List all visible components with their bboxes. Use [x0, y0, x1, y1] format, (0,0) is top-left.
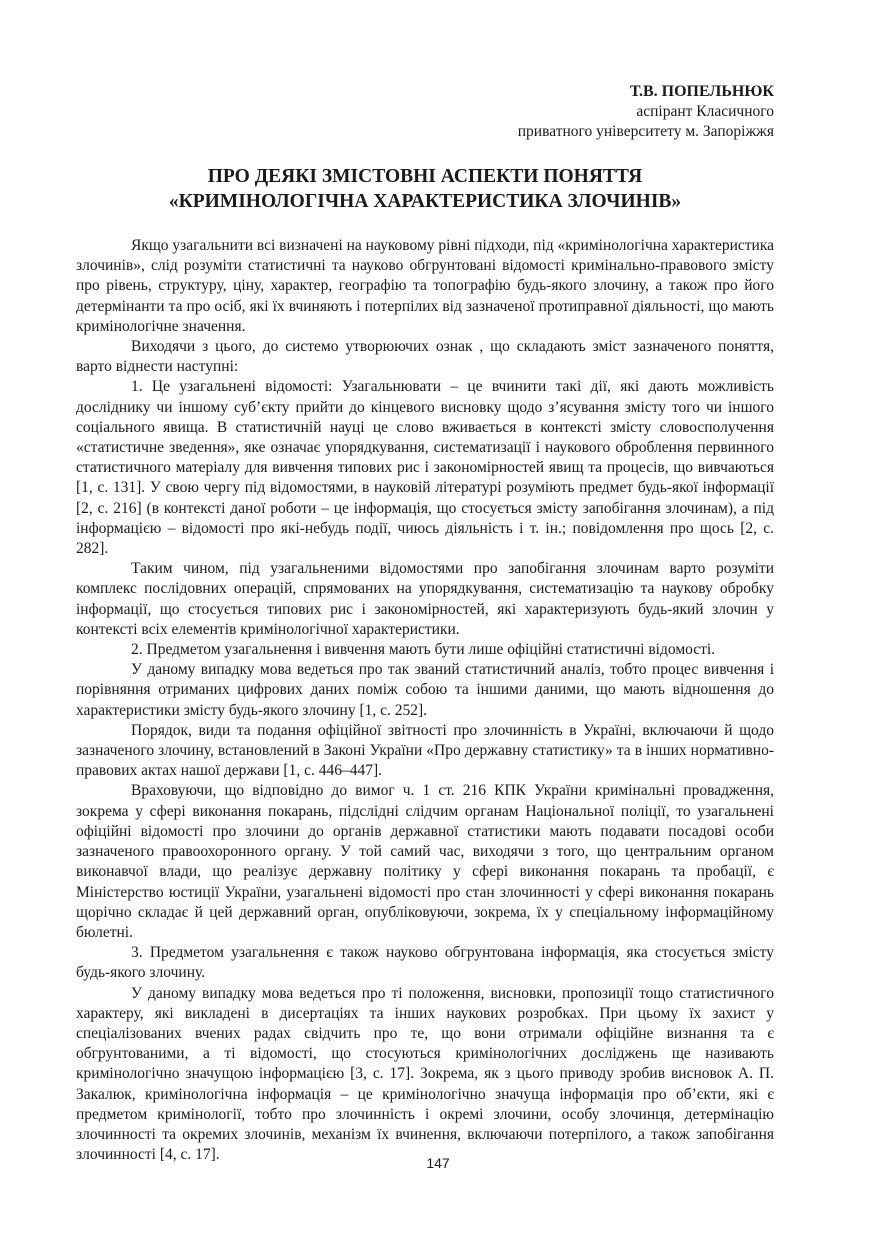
paragraph: Якщо узагальнити всі визначені на науковому рівні підходи, під «кримінологічна характеристика злочинів», слід розуміти статистичні та науково обгрунтовані відомості кримінально-правового змісту про рівень, структуру, ціну, характер, географію та топографію будь-якого злочину, а також про його детермінанти та про осіб, які їх вчиняють і потерпілих від зазначеної протиправної діяльності, що мають кримінологічне значення. — [76, 237, 774, 335]
title-line-1: ПРО ДЕЯКІ ЗМІСТОВНІ АСПЕКТИ ПОНЯТТЯ — [207, 166, 643, 187]
paragraph: У даному випадку мова ведеться про так званий статистичний аналіз, тобто процес вивчення і порівняння отриманих цифрових даних поміж собою та іншими даними, що мають відношення до характеристики змісту будь-якого злочину [1, с. 252]. — [76, 661, 774, 719]
title-line-2: «КРИМІНОЛОГІЧНА ХАРАКТЕРИСТИКА ЗЛОЧИНІВ» — [168, 191, 682, 212]
article-title — [76, 164, 774, 214]
paragraph: 2. Предметом узагальнення і вивчення мають бути лише офіційні статистичні відомості. — [131, 641, 716, 659]
page-number: 147 — [426, 1155, 450, 1171]
paragraph: Враховуючи, що відповідно до вимог ч. 1 ст. 216 КПК України кримінальні провадження, зокрема у сфері виконання покарань, підслідні слідчим органам Національної поліції, то узагальнені офіційні відомості про злочини до органів державної статистики мають подавати посадові особи зазначеного правоохоронного органу. У той самий час, виходячи з того, що центральним органом виконавчої влади, що реалізує державну політику у сфері виконання покарань та пробації, є Міністерство юстиції України, узагальнені відомості про стан злочинності у сфері виконання покарань щорічно складає й цей державний орган, опубліковуючи, зокрема, їх у спеціальному інформаційному бюлетні. — [76, 782, 774, 941]
paragraph: Виходячи з цього, до системо утворюючих ознак , що складають зміст зазначеного поняття, варто віднести наступні: — [76, 338, 774, 376]
author-block — [76, 82, 774, 142]
paragraph: У даному випадку мова ведеться про ті положення, висновки, пропозиції тощо статистичного характеру, які викладені в дисертаціях та інших наукових розробках. При цьому їх захист у спеціалізованих вчених радах свідчить про те, що вони отримали офіційне визнання та є обгрунтованими, а ті відомості, що стосуються кримінологічних досліджень ще називають кримінологічно значущою інформацією [3, с. 17]. Зокрема, як з цього приводу зробив висновок А. П. Закалюк, кримінологічна інформація – це кримінологічно значуща інформація про об’єкти, які є предметом кримінології, тобто про злочинність і окремі злочини, особу злочинця, детермінацію злочинності та окремих злочинів, механізм їх вчинення, включаючи потерпілого, а також запобігання злочинності [4, с. 17]. — [76, 984, 774, 1164]
article-body — [76, 236, 774, 1165]
page-content — [76, 82, 774, 1165]
paragraph: 3. Предметом узагальнення є також науково обгрунтована інформація, яка стосується змісту будь-якого злочину. — [76, 944, 774, 982]
paragraph: 1. Це узагальнені відомості: Узагальнювати – це вчинити такі дії, які дають можливість досліднику чи іншому суб’єкту прийти до кінцевого висновку щодо з’ясування змісту того чи іншого соціального явища. В статистичній науці це слово вживається в контексті змісту словосполучення «статистичне зведення», яке означає упорядкування, систематизації і наукового оброблення первинного статистичного матеріалу для вивчення типових рис і закономірностей явищ та процесів, що вивчаються [1, с. 131]. У свою чергу під відомостями, в науковій літературі розуміють предмет будь-якої інформації [2, с. 216] (в контексті даної роботи – це інформація, що стосується змісту запобігання злочинам), а під інформацією – відомості про які-небудь події, чиюсь діяльність і т. ін.; повідомлення про щось [2, с. 282]. — [76, 378, 774, 558]
author-name: Т.В. ПОПЕЛЬНЮК — [629, 83, 774, 100]
author-position: аспірант Класичного — [636, 103, 774, 120]
author-institution: приватного університету м. Запоріжжя — [517, 123, 774, 140]
paragraph: Таким чином, під узагальненими відомостями про запобігання злочинам варто розуміти комплекс послідовних операцій, спрямованих на упорядкування, систематизацію та наукову обробку інформації, що стосується типових рис і закономірностей, які характеризують будь-який злочин у контексті всіх елементів кримінологічної характеристики. — [76, 560, 774, 638]
paragraph: Порядок, види та подання офіційної звітності про злочинність в Україні, включаючи й щодо зазначеного злочину, встановлений в Законі України «Про державну статистику» та в інших нормативно-правових актах нашої держави [1, с. 446–447]. — [76, 721, 774, 780]
